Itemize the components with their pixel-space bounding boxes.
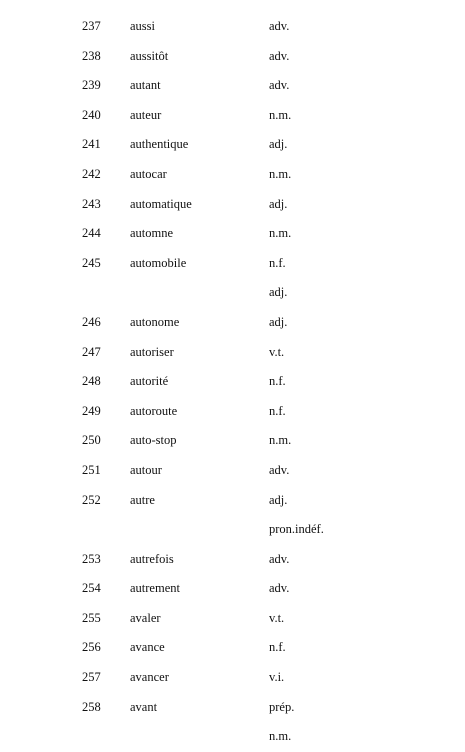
entry-number: 247: [82, 344, 101, 359]
entry-number: 258: [82, 699, 101, 714]
entry-category: adv.: [269, 462, 290, 477]
list-item: [0, 722, 465, 752]
entry-number: 249: [82, 403, 101, 418]
entry-category: n.m.: [269, 107, 292, 122]
entry-word: autocar: [130, 166, 167, 181]
entry-number: 256: [82, 640, 101, 655]
entry-category: adv.: [269, 78, 290, 93]
entry-category: pron.indéf.: [269, 522, 324, 537]
entry-word: auto-stop: [130, 433, 177, 448]
list-item: [0, 426, 465, 456]
entry-category: n.f.: [269, 403, 286, 418]
list-item: [0, 12, 465, 42]
entry-number: 253: [82, 551, 101, 566]
entry-word: aussi: [130, 19, 155, 33]
entry-category: adv.: [269, 551, 290, 566]
entry-category: n.m.: [269, 433, 292, 448]
list-item: [0, 338, 465, 368]
list-item: [0, 71, 465, 101]
entry-category: n.m.: [269, 226, 292, 241]
entry-number: 238: [82, 48, 101, 63]
list-item: [0, 160, 465, 190]
entry-word: avancer: [130, 670, 169, 685]
entry-number: 242: [82, 166, 101, 181]
list-item: [0, 190, 465, 220]
entry-number: 252: [82, 492, 101, 507]
entry-number: 241: [82, 137, 101, 152]
entry-category: adv.: [269, 581, 290, 596]
list-item: [0, 397, 465, 427]
entry-category: n.f.: [269, 374, 286, 389]
entry-category: adj.: [269, 285, 288, 300]
entry-number: 250: [82, 433, 101, 448]
entry-word: autre: [130, 492, 155, 507]
list-item: [0, 486, 465, 516]
entry-category: adj.: [269, 492, 288, 507]
list-item: [0, 367, 465, 397]
entry-category: n.f.: [269, 255, 286, 270]
entry-word: avant: [130, 699, 158, 714]
entry-word: autrefois: [130, 551, 174, 566]
entry-category: n.f.: [269, 640, 286, 655]
list-item: [0, 574, 465, 604]
entry-number: 251: [82, 462, 101, 477]
vocabulary-list: [0, 12, 465, 752]
entry-word: automne: [130, 226, 174, 241]
list-item: [0, 515, 465, 545]
entry-category: v.i.: [269, 670, 285, 685]
list-item: [0, 545, 465, 575]
entry-number: 240: [82, 107, 101, 122]
entry-category: adj.: [269, 314, 288, 329]
entry-word: autrement: [130, 581, 180, 596]
list-item: [0, 101, 465, 131]
list-item: [0, 219, 465, 249]
entry-word: autoriser: [130, 344, 174, 359]
entry-word: avance: [130, 640, 165, 655]
list-item: [0, 456, 465, 486]
list-item: [0, 278, 465, 308]
entry-word: automobile: [130, 255, 187, 270]
entry-category: v.t.: [269, 344, 285, 359]
entry-word: autant: [130, 78, 161, 93]
entry-category: v.t.: [269, 610, 285, 625]
entry-category: adj.: [269, 196, 288, 211]
entry-category: adj.: [269, 137, 288, 152]
entry-word: autour: [130, 462, 162, 477]
entry-number: 257: [82, 670, 101, 685]
list-item: [0, 663, 465, 693]
entry-word: authentique: [130, 137, 189, 152]
entry-number: 239: [82, 78, 101, 93]
list-item: [0, 130, 465, 160]
entry-category: adv.: [269, 48, 290, 63]
entry-word: avaler: [130, 610, 161, 625]
entry-category: prép.: [269, 699, 295, 714]
entry-number: 246: [82, 314, 101, 329]
entry-number: 248: [82, 374, 101, 389]
entry-number: 245: [82, 255, 101, 270]
list-item: [0, 308, 465, 338]
entry-category: n.m.: [269, 166, 292, 181]
entry-category: n.m.: [269, 729, 292, 744]
list-item: [0, 633, 465, 663]
entry-word: aussitôt: [130, 48, 169, 63]
entry-number: 254: [82, 581, 101, 596]
entry-number: 244: [82, 226, 101, 241]
entry-word: automatique: [130, 196, 192, 211]
entry-word: autoroute: [130, 403, 178, 418]
entry-word: autonome: [130, 314, 180, 329]
entry-word: autorité: [130, 374, 169, 389]
list-item: [0, 249, 465, 279]
list-item: [0, 604, 465, 634]
list-item: [0, 693, 465, 723]
list-item: [0, 42, 465, 72]
entry-number: 255: [82, 610, 101, 625]
entry-word: auteur: [130, 107, 162, 122]
entry-number: 243: [82, 196, 101, 211]
entry-number: 237: [82, 19, 101, 33]
entry-category: adv.: [269, 19, 290, 33]
